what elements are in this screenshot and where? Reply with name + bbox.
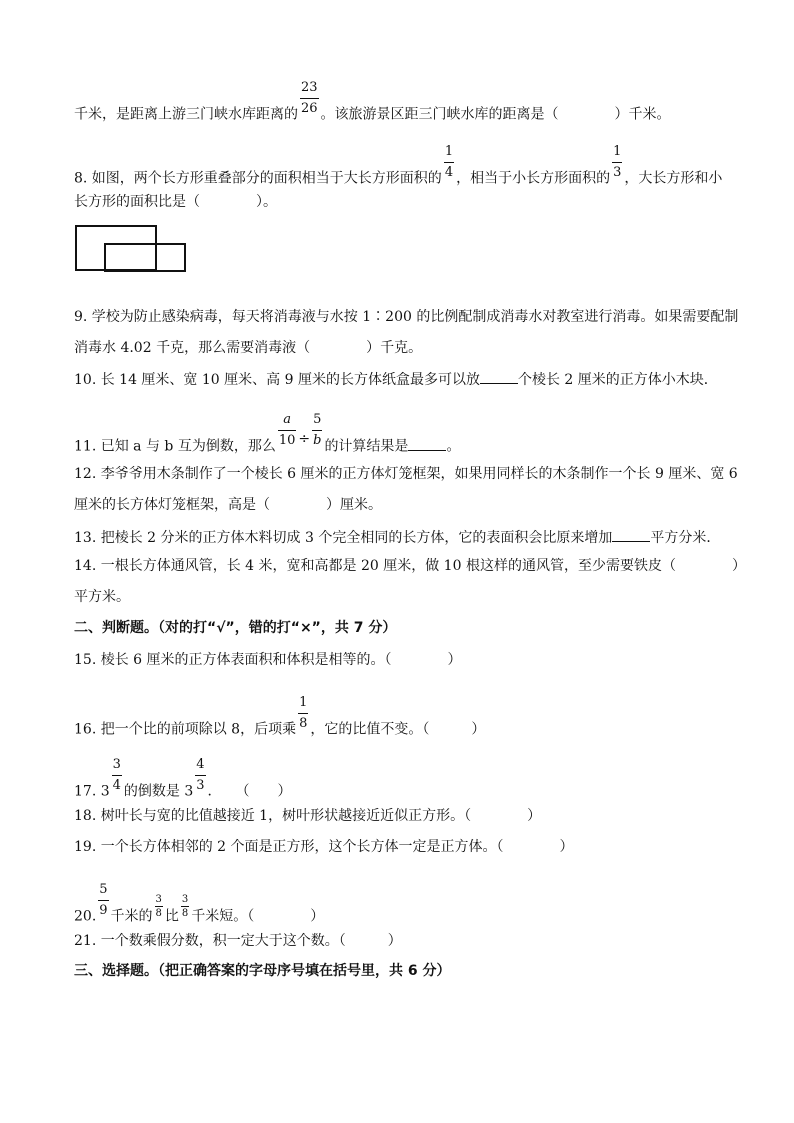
fraction-5-b: $\frac{5}{b}$ bbox=[313, 412, 322, 448]
answer-blank[interactable] bbox=[408, 436, 446, 451]
big-rectangle bbox=[76, 226, 156, 270]
question-12-line2: 厘米的长方体灯笼框架，高是（ ）厘米。 bbox=[74, 497, 382, 513]
fraction-4-3: $\frac{4}{3}$ bbox=[196, 757, 205, 793]
answer-blank[interactable] bbox=[612, 527, 650, 542]
fraction-a-10: $\frac{a}{10}$ bbox=[278, 412, 296, 448]
question-14-line1: 14. 一根长方体通风管，长 4 米，宽和高都是 20 厘米，做 10 根这样的通风管，至少需要铁皮（ ） bbox=[74, 558, 746, 574]
question-9-line1: 9. 学校为防止感染病毒，每天将消毒液与水按 1∶200 的比例配制成消毒水对教室进行消毒。如果需要配制 bbox=[74, 309, 739, 325]
fraction-1-3: $\frac{1}{3}$ bbox=[613, 144, 622, 180]
fraction-3-8: $\frac{3}{8}$ bbox=[155, 894, 162, 919]
answer-blank[interactable] bbox=[480, 369, 518, 384]
fraction-3-8: $\frac{3}{8}$ bbox=[181, 894, 189, 919]
fraction-1-8: $\frac{1}{8}$ bbox=[299, 695, 308, 731]
question-8-line2: 长方形的面积比是（ ）。 bbox=[74, 194, 277, 210]
question-16: 16. 把一个比的前项除以 8，后项乘 $\frac{1}{8}$ ，它的比值不变。（ ） bbox=[74, 695, 486, 738]
question-8-line1: 8. 如图，两个长方形重叠部分的面积相当于大长方形面积的 $\frac{1}{4}$ ，相当于小长方形面积的 $\frac{1}{3}$ ，大长方形和小 bbox=[74, 144, 723, 187]
section-heading-multiple-choice: 三、选择题。（把正确答案的字母序号填在括号里，共 6 分） bbox=[74, 963, 451, 979]
question-15: 15. 棱长 6 厘米的正方体表面积和体积是相等的。（ ） bbox=[74, 652, 462, 668]
question-18: 18. 树叶长与宽的比值越接近 1，树叶形状越接近近似正方形。（ ） bbox=[74, 808, 542, 824]
fraction-23-26: $\frac{23}{26}$ bbox=[301, 80, 318, 116]
question-9-line2: 消毒水 4.02 千克，那么需要消毒液（ ）千克。 bbox=[74, 340, 423, 356]
fraction-5-9: $\frac{5}{9}$ bbox=[99, 882, 108, 918]
overlapping-rectangles-diagram bbox=[74, 224, 188, 274]
question-19: 19. 一个长方体相邻的 2 个面是正方形，这个长方体一定是正方体。（ ） bbox=[74, 839, 574, 855]
question-13: 13. 把棱长 2 分米的正方体木料切成 3 个完全相同的长方体，它的表面积会比原来增加 平方分米． bbox=[74, 527, 720, 547]
question-20: 20. $\frac{5}{9}$ 千米的 $\frac{3}{8}$ 比 $\frac{3}{8}$ 千米短。（ ） bbox=[74, 882, 325, 925]
fraction-1-4: $\frac{1}{4}$ bbox=[444, 144, 454, 180]
small-rectangle bbox=[105, 244, 185, 271]
q7-tail: 千米，是距离上游三门峡水库距离的 $\frac{23}{26}$ 。该旅游景区距三门峡水库的距离是（ ）千米。 bbox=[74, 80, 671, 123]
question-21: 21. 一个数乘假分数，积一定大于这个数。（ ） bbox=[74, 933, 402, 949]
section-heading-true-false: 二、判断题。（对的打“√”，错的打“×”，共 7 分） bbox=[74, 620, 397, 636]
question-17: 17. 3 $\frac{3}{4}$ 的倒数是 3 $\frac{4}{3}$ ． （ ） bbox=[74, 757, 292, 800]
fraction-3-4: $\frac{3}{4}$ bbox=[112, 757, 121, 793]
question-14-line2: 平方米。 bbox=[74, 589, 130, 605]
question-12-line1: 12. 李爷爷用木条制作了一个棱长 6 厘米的正方体灯笼框架，如果用同样长的木条制作一个长 9 厘米、宽 6 bbox=[74, 466, 738, 482]
question-11: 11. 已知 a 与 b 互为倒数，那么 $\frac{a}{10}$ ÷ $\frac{5}{b}$ 的计算结果是 。 bbox=[74, 412, 461, 455]
divide-sign: ÷ bbox=[298, 430, 311, 447]
question-10: 10. 长 14 厘米、宽 10 厘米、高 9 厘米的长方体纸盒最多可以放 个棱长 2 厘米的正方体小木块． bbox=[74, 369, 718, 389]
